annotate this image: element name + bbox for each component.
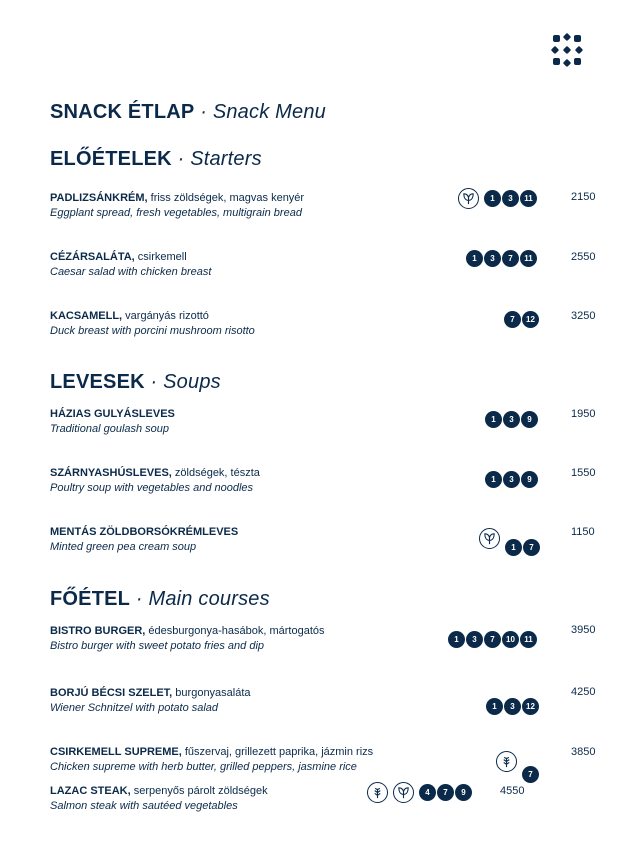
allergen-badge: 10 (502, 631, 519, 648)
allergen-badge: 12 (522, 311, 539, 328)
section-heading-starters: ELŐÉTELEK · Starters (50, 148, 262, 170)
dish-price: 1150 (571, 526, 595, 538)
dish-description-hu: édesburgonya-hasábok, mártogatós (145, 625, 325, 637)
dish-price: 4250 (571, 686, 596, 698)
section-heading-soups: LEVESEK · Soups (50, 371, 221, 393)
allergen-badge: 3 (503, 471, 520, 488)
dish-price: 3950 (571, 624, 596, 636)
allergen-badges (486, 698, 539, 715)
dish-price: 1950 (571, 408, 596, 420)
allergen-badge: 11 (520, 250, 537, 267)
dish-description-en: Salmon steak with sautéed vegetables (50, 800, 238, 812)
allergen-badge: 9 (521, 411, 538, 428)
menu-item (50, 745, 570, 775)
wheat-icon (496, 751, 517, 772)
allergen-badge: 3 (502, 190, 519, 207)
dish-description-en: Traditional goulash soup (50, 423, 170, 435)
allergen-badge: 7 (484, 631, 501, 648)
menu-item-name-hu (50, 745, 570, 760)
menu-title-en: Snack Menu (212, 101, 326, 123)
allergen-badge: 1 (505, 539, 522, 556)
dish-price: 1550 (571, 467, 596, 479)
dish-description-hu: zöldségek, tészta (171, 467, 260, 479)
menu-title: SNACK ÉTLAP · Snack Menu (50, 101, 326, 123)
leaf-icon (479, 528, 500, 549)
menu-title-hu: SNACK ÉTLAP (50, 101, 195, 123)
allergen-badge: 1 (466, 250, 483, 267)
dish-description-en: Duck breast with porcini mushroom risotto (50, 325, 255, 337)
allergen-badges (485, 411, 538, 428)
wheat-icon (367, 782, 388, 803)
allergen-badges (485, 471, 538, 488)
allergen-badges (458, 188, 537, 209)
dish-name: CÉZÁRSALÁTA, (50, 251, 135, 263)
dish-description-en: Wiener Schnitzel with potato salad (50, 702, 219, 714)
allergen-badges (466, 250, 537, 267)
menu-item-name-hu (50, 784, 570, 799)
dish-description-en: Eggplant spread, fresh vegetables, multigrain bread (50, 207, 302, 219)
allergen-badge: 7 (522, 766, 539, 783)
dish-description-hu: fűszervaj, grillezett paprika, jázmin rizs (181, 746, 374, 758)
dish-name: SZÁRNYASHÚSLEVES, (50, 467, 172, 479)
dish-price: 3850 (571, 746, 596, 758)
dish-description-en: Chicken supreme with herb butter, grilled peppers, jasmine rice (50, 761, 357, 773)
dish-name: KACSAMELL, (50, 310, 123, 322)
allergen-badge: 1 (485, 411, 502, 428)
allergen-badges (479, 521, 540, 556)
allergen-badge: 1 (486, 698, 503, 715)
allergen-badge: 3 (503, 411, 520, 428)
leaf-icon (458, 188, 479, 209)
allergen-badge: 11 (520, 190, 537, 207)
allergen-badge: 1 (485, 471, 502, 488)
dish-name: BISTRO BURGER, (50, 625, 146, 637)
dish-description-en: Poultry soup with vegetables and noodles (50, 482, 254, 494)
leaf-icon (393, 782, 414, 803)
dish-name: PADLIZSÁNKRÉM, (50, 192, 148, 204)
menu-item-name-hu (50, 309, 570, 324)
dish-description-en: Bistro burger with sweet potato fries and dip (50, 640, 265, 652)
allergen-badges (504, 311, 539, 328)
allergen-badge: 7 (502, 250, 519, 267)
allergen-badge: 7 (437, 784, 454, 801)
dish-description-hu: burgonyasaláta (172, 687, 251, 699)
menu-item (50, 309, 570, 339)
allergen-badge: 1 (484, 190, 501, 207)
dish-price: 3250 (571, 310, 596, 322)
allergen-badge: 1 (448, 631, 465, 648)
dish-name: CSIRKEMELL SUPREME, (50, 746, 182, 758)
allergen-badge: 4 (419, 784, 436, 801)
allergen-badges (448, 631, 537, 648)
allergen-badge: 9 (521, 471, 538, 488)
dish-price: 2150 (571, 191, 596, 203)
allergen-badge: 7 (504, 311, 521, 328)
menu-item (50, 784, 570, 814)
allergen-badge: 3 (466, 631, 483, 648)
dish-name: BORJÚ BÉCSI SZELET, (50, 687, 173, 699)
dish-name: HÁZIAS GULYÁSLEVES (50, 408, 175, 420)
allergen-badge: 3 (504, 698, 521, 715)
dish-price: 2550 (571, 251, 596, 263)
brand-logo (550, 32, 584, 68)
dish-description-hu: friss zöldségek, magvas kenyér (147, 192, 305, 204)
dish-description-en: Minted green pea cream soup (50, 541, 197, 553)
dish-description-hu: csirkemell (134, 251, 187, 263)
dish-description-en: Caesar salad with chicken breast (50, 266, 212, 278)
allergen-badges (367, 782, 472, 803)
allergen-badges (496, 740, 539, 783)
allergen-badge: 7 (523, 539, 540, 556)
dish-name: MENTÁS ZÖLDBORSÓKRÉMLEVES (50, 526, 239, 538)
dish-description-hu: vargányás rizottó (122, 310, 209, 322)
allergen-badge: 12 (522, 698, 539, 715)
allergen-badge: 3 (484, 250, 501, 267)
dish-description-hu: serpenyős párolt zöldségek (130, 785, 268, 797)
dish-name: LAZAC STEAK, (50, 785, 131, 797)
allergen-badge: 11 (520, 631, 537, 648)
allergen-badge: 9 (455, 784, 472, 801)
section-heading-main-courses: FŐÉTEL · Main courses (50, 588, 270, 610)
dish-price: 4550 (500, 785, 525, 797)
